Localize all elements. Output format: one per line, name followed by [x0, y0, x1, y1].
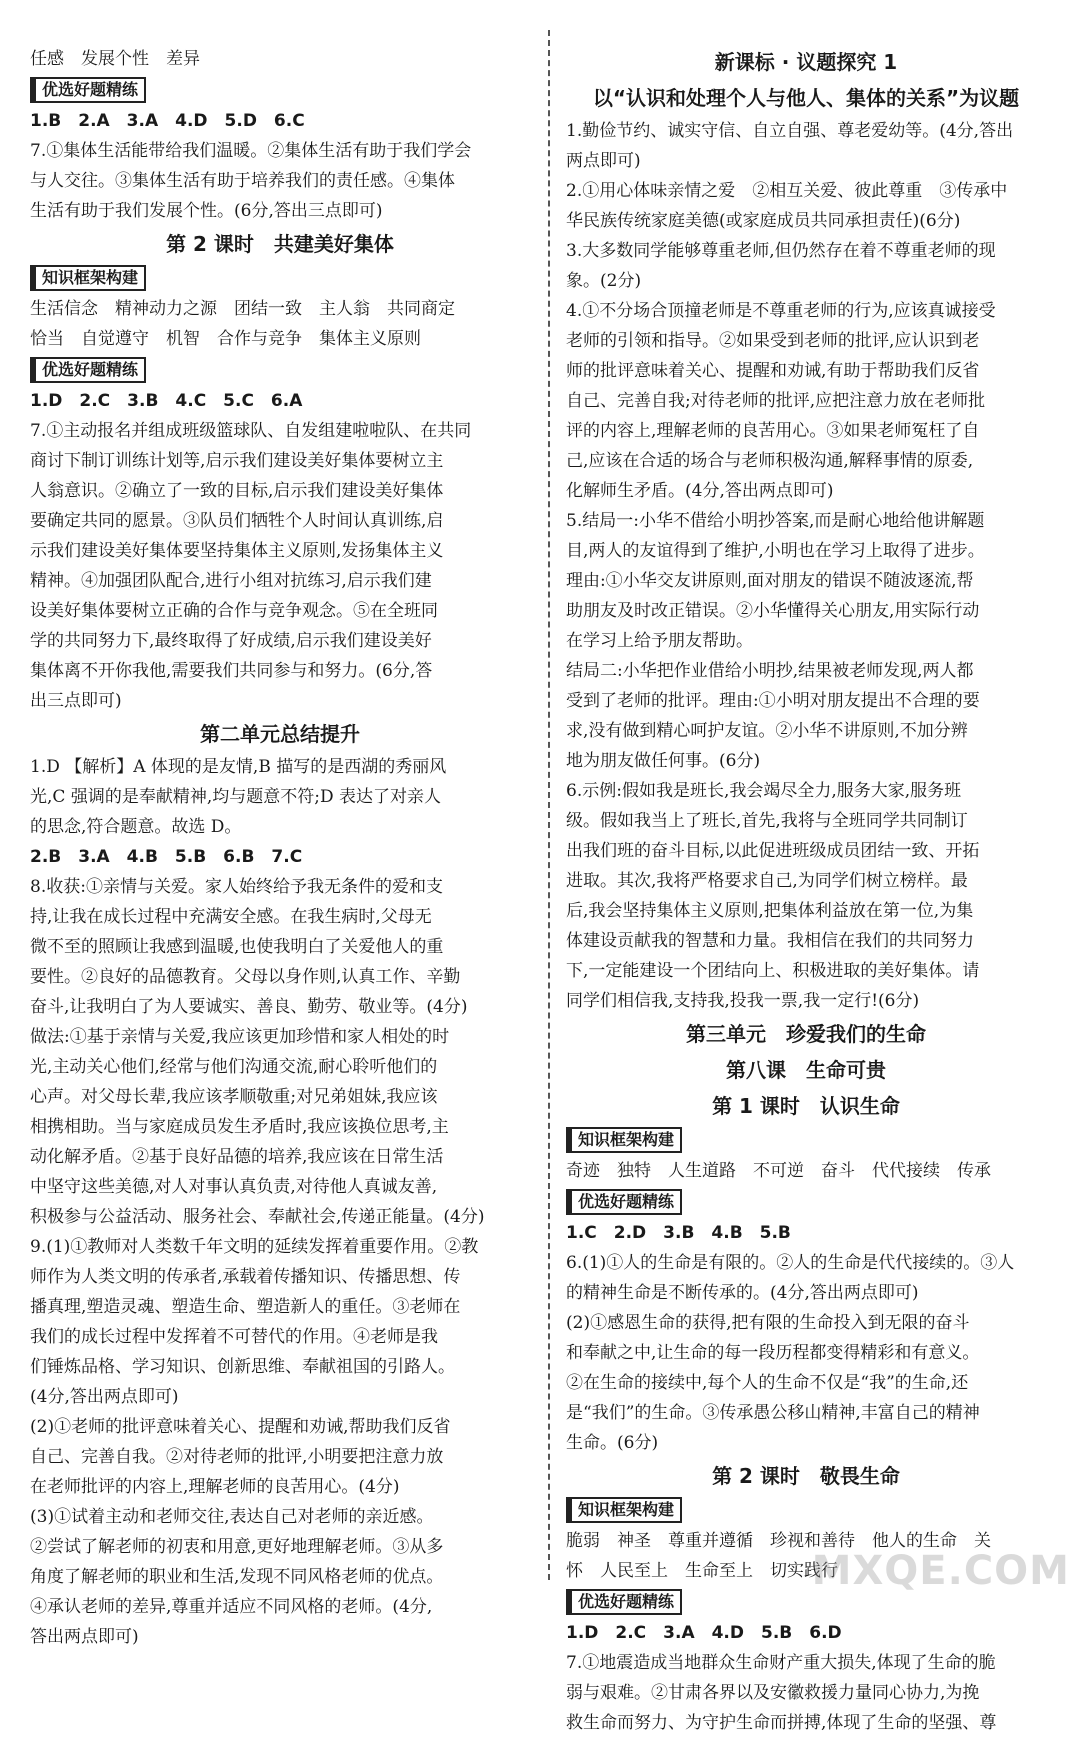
section-heading: 第三单元 珍爱我们的生命: [686, 1022, 926, 1046]
text-line: 助朋友及时改正错误。②小华懂得关心朋友,用实际行动: [566, 601, 980, 621]
text-line: 角度了解老师的职业和生活,发现不同风格老师的优点。: [30, 1567, 444, 1587]
text-line: 7.①集体生活能带给我们温暖。②集体生活有助于我们学会: [30, 141, 472, 161]
section-tag: 优选好题精练: [30, 77, 146, 103]
section-heading: 以“认识和处理个人与他人、集体的关系”为议题: [592, 86, 1020, 110]
section-heading: 新课标 · 议题探究 1: [714, 50, 898, 74]
text-line: 设美好集体要树立正确的合作与竞争观念。⑤在全班同: [30, 601, 438, 621]
text-line: 老师的引领和指导。②如果受到老师的批评,应认识到老: [566, 331, 980, 351]
text-line: 后,我会坚持集体主义原则,把集体利益放在第一位,为集: [566, 901, 974, 921]
text-line: ②在生命的接续中,每个人的生命不仅是“我”的生命,还: [566, 1373, 969, 1393]
text-line: (2)①感恩生命的获得,把有限的生命投入到无限的奋斗: [566, 1313, 970, 1333]
text-line: 6.示例:假如我是班长,我会竭尽全力,服务大家,服务班: [566, 781, 962, 801]
text-line: 3.大多数同学能够尊重老师,但仍然存在着不尊重老师的现: [566, 241, 996, 261]
text-line: 是“我们”的生命。③传承愚公移山精神,丰富自己的精神: [566, 1403, 980, 1423]
text-line: 同学们相信我,支持我,投我一票,我一定行!(6分): [566, 991, 920, 1011]
text-line: 在学习上给予朋友帮助。: [566, 631, 753, 651]
text-line: 1.D 【解析】A 体现的是友情,B 描写的是西湖的秀丽风: [30, 757, 447, 777]
text-line: 救生命而努力、为守护生命而拼搏,体现了生命的坚强、尊: [566, 1713, 997, 1733]
text-line: 奇迹 独特 人生道路 不可逆 奋斗 代代接续 传承: [566, 1161, 991, 1181]
text-line: 目,两人的友谊得到了维护,小明也在学习上取得了进步。: [566, 541, 985, 561]
text-line: 4.①不分场合顶撞老师是不尊重老师的行为,应该真诚接受: [566, 301, 996, 321]
text-line: 8.收获:①亲情与关爱。家人始终给予我无条件的爱和支: [30, 877, 443, 897]
text-line: 示我们建设美好集体要坚持集体主义原则,发扬集体主义: [30, 541, 444, 561]
text-line: 7.①主动报名并组成班级篮球队、自发组建啦啦队、在共同: [30, 421, 472, 441]
text-line: ④承认老师的差异,尊重并适应不同风格的老师。(4分,: [30, 1597, 433, 1617]
text-line: 奋斗,让我明白了为人要诚实、善良、勤劳、敬业等。(4分): [30, 997, 468, 1017]
text-line: 人翁意识。②确立了一致的目标,启示我们建设美好集体: [30, 481, 444, 501]
section-heading: 第二单元总结提升: [200, 722, 360, 746]
text-line: 积极参与公益活动、服务社会、奉献社会,传递正能量。(4分): [30, 1207, 485, 1227]
text-line: 结局二:小华把作业借给小明抄,结果被老师发现,两人都: [566, 661, 974, 681]
text-line: 自己、完善自我。②对待老师的批评,小明要把注意力放: [30, 1447, 444, 1467]
section-tag-row: [30, 74, 530, 106]
answer-line: 1.C 2.D 3.B 4.B 5.B: [566, 1223, 791, 1243]
text-line: 出三点即可): [30, 691, 122, 711]
text-line: 们锤炼品格、学习知识、创新思维、奉献祖国的引路人。: [30, 1357, 455, 1377]
text-line: 动化解矛盾。②基于良好品德的培养,我应该在日常生活: [30, 1147, 444, 1167]
text-line: 地为朋友做任何事。(6分): [566, 751, 761, 771]
text-line: 受到了老师的批评。理由:①小明对朋友提出不合理的要: [566, 691, 980, 711]
text-line: 的思念,符合题意。故选 D。: [30, 817, 242, 837]
text-line: 生命。(6分): [566, 1433, 659, 1453]
text-line: 要性。②良好的品德教育。父母以身作则,认真工作、辛勤: [30, 967, 461, 987]
text-line: 6.(1)①人的生命是有限的。②人的生命是代代接续的。③人: [566, 1253, 1015, 1273]
text-line: 己,应该在合适的场合与老师积极沟通,解释事情的原委,: [566, 451, 974, 471]
text-line: 与人交往。③集体生活有助于培养我们的责任感。④集体: [30, 171, 455, 191]
text-line: 微不至的照顾让我感到温暖,也使我明白了关爱他人的重: [30, 937, 444, 957]
text-line: 播真理,塑造灵魂、塑造生命、塑造新人的重任。③老师在: [30, 1297, 461, 1317]
section-tag: 优选好题精练: [566, 1189, 682, 1215]
section-tag: 优选好题精练: [30, 357, 146, 383]
section-heading: 第 2 课时 共建美好集体: [166, 232, 394, 256]
section-tag: 知识框架构建: [566, 1497, 682, 1523]
section-tag-row: [566, 1124, 1046, 1156]
text-line: 7.①地震造成当地群众生命财产重大损失,体现了生命的脆: [566, 1653, 996, 1673]
text-line: 生活有助于我们发展个性。(6分,答出三点即可): [30, 201, 383, 221]
text-line: ②尝试了解老师的初衷和用意,更好地理解老师。③从多: [30, 1537, 444, 1557]
text-line: 级。假如我当上了班长,首先,我将与全班同学共同制订: [566, 811, 968, 831]
text-line: 两点即可): [566, 151, 641, 171]
answer-line: 1.D 2.C 3.B 4.C 5.C 6.A: [30, 391, 303, 411]
answer-line: 2.B 3.A 4.B 5.B 6.B 7.C: [30, 847, 303, 867]
section-heading: 第 1 课时 认识生命: [712, 1094, 900, 1118]
text-line: 心声。对父母长辈,我应该孝顺敬重;对兄弟姐妹,我应该: [30, 1087, 438, 1107]
text-line: 华民族传统家庭美德(或家庭成员共同承担责任)(6分): [566, 211, 961, 231]
text-line: 评的内容上,理解老师的良苦用心。③如果老师冤枉了自: [566, 421, 980, 441]
text-line: 脆弱 神圣 尊重并遵循 珍视和善待 他人的生命 关: [566, 1531, 991, 1551]
text-line: 在老师批评的内容上,理解老师的良苦用心。(4分): [30, 1477, 400, 1497]
text-line: 相携相助。当与家庭成员发生矛盾时,我应该换位思考,主: [30, 1117, 449, 1137]
text-line: 恰当 自觉遵守 机智 合作与竞争 集体主义原则: [30, 329, 421, 349]
text-line: (2)①老师的批评意味着关心、提醒和劝诫,帮助我们反省: [30, 1417, 451, 1437]
watermark: MXQE.COM: [811, 1548, 1070, 1594]
text-line: 化解师生矛盾。(4分,答出两点即可): [566, 481, 834, 501]
section-heading: 第 2 课时 敬畏生命: [712, 1464, 900, 1488]
text-line: 弱与艰难。②甘肃各界以及安徽救援力量同心协力,为挽: [566, 1683, 980, 1703]
text-line: 生活信念 精神动力之源 团结一致 主人翁 共同商定: [30, 299, 455, 319]
left-column: [30, 44, 530, 1652]
section-tag-row: [30, 262, 530, 294]
text-line: 的精神生命是不断传承的。(4分,答出两点即可): [566, 1283, 919, 1303]
text-line: 光,C 强调的是奉献精神,均与题意不符;D 表达了对亲人: [30, 787, 441, 807]
text-line: 和奉献之中,让生命的每一段历程都变得精彩和有意义。: [566, 1343, 980, 1363]
text-line: 象。(2分): [566, 271, 642, 291]
text-line: 1.勤俭节约、诚实守信、自立自强、尊老爱幼等。(4分,答出: [566, 121, 1014, 141]
text-line: 2.①用心体味亲情之爱 ②相互关爱、彼此尊重 ③传承中: [566, 181, 1008, 201]
text-line: 自己、完善自我;对待老师的批评,应把注意力放在老师批: [566, 391, 986, 411]
section-tag: 知识框架构建: [566, 1127, 682, 1153]
text-line: 理由:①小华交友讲原则,面对朋友的错误不随波逐流,帮: [566, 571, 974, 591]
text-line: 求,没有做到精心呵护友谊。②小华不讲原则,不加分辨: [566, 721, 968, 741]
text-line: 答出两点即可): [30, 1627, 139, 1647]
text-line: 下,一定能建设一个团结向上、积极进取的美好集体。请: [566, 961, 980, 981]
section-tag: 优选好题精练: [566, 1589, 682, 1615]
text-line: 中坚守这些美德,对人对事认真负责,对待他人真诚友善,: [30, 1177, 438, 1197]
answer-line: 1.D 2.C 3.A 4.D 5.B 6.D: [566, 1623, 842, 1643]
text-line: 师作为人类文明的传承者,承载着传播知识、传播思想、传: [30, 1267, 461, 1287]
column-divider: [548, 30, 550, 1580]
text-line: 5.结局一:小华不借给小明抄答案,而是耐心地给他讲解题: [566, 511, 985, 531]
text-line: 我们的成长过程中发挥着不可替代的作用。④老师是我: [30, 1327, 438, 1347]
text-line: 学的共同努力下,最终取得了好成绩,启示我们建设美好: [30, 631, 432, 651]
text-line: (4分,答出两点即可): [30, 1387, 179, 1407]
right-column: [566, 44, 1046, 1738]
section-tag-row: [566, 1494, 1046, 1526]
answer-line: 1.B 2.A 3.A 4.D 5.D 6.C: [30, 111, 305, 131]
text-line: 出我们班的奋斗目标,以此促进班级成员团结一致、开拓: [566, 841, 980, 861]
text-line: 体建设贡献我的智慧和力量。我相信在我们的共同努力: [566, 931, 974, 951]
text-line: 怀 人民至上 生命至上 切实践行: [566, 1561, 838, 1581]
text-line: 做法:①基于亲情与关爱,我应该更加珍惜和家人相处的时: [30, 1027, 450, 1047]
section-tag: 知识框架构建: [30, 265, 146, 291]
text-line: 9.(1)①教师对人类数千年文明的延续发挥着重要作用。②教: [30, 1237, 479, 1257]
text-line: 持,让我在成长过程中充满安全感。在我生病时,父母无: [30, 907, 432, 927]
section-tag-row: [30, 354, 530, 386]
text-line: 要确定共同的愿景。③队员们牺牲个人时间认真训练,启: [30, 511, 444, 531]
section-heading: 第八课 生命可贵: [726, 1058, 886, 1082]
text-line: 进取。其次,我将严格要求自己,为同学们树立榜样。最: [566, 871, 968, 891]
text-line: 师的批评意味着关心、提醒和劝诫,有助于帮助我们反省: [566, 361, 980, 381]
text-line: 商讨下制订训练计划等,启示我们建设美好集体要树立主: [30, 451, 444, 471]
text-line: 任感 发展个性 差异: [30, 49, 200, 69]
text-line: 精神。④加强团队配合,进行小组对抗练习,启示我们建: [30, 571, 432, 591]
text-line: 集体离不开你我他,需要我们共同参与和努力。(6分,答: [30, 661, 433, 681]
text-line: 光,主动关心他们,经常与他们沟通交流,耐心聆听他们的: [30, 1057, 438, 1077]
text-line: (3)①试着主动和老师交往,表达自己对老师的亲近感。: [30, 1507, 434, 1527]
section-tag-row: [566, 1186, 1046, 1218]
